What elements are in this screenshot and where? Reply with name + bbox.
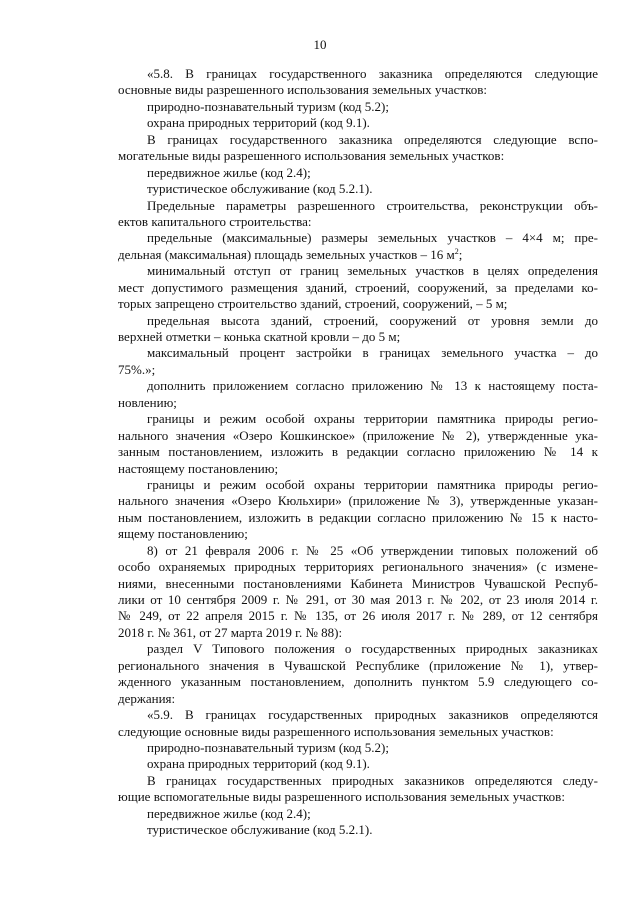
text-line-content: максимальный процент застройки в границах земельного участка – до bbox=[147, 345, 598, 361]
text-line bbox=[118, 756, 598, 772]
text-line-content: В границах государственных природных заказников определяются следу- bbox=[147, 772, 598, 788]
text-line-content: «5.8. В границах государственного заказника определяются следующие bbox=[147, 66, 598, 81]
text-line-content: основные виды разрешенного использования земельных участков: bbox=[118, 82, 488, 98]
text-line bbox=[118, 115, 598, 131]
text-line bbox=[118, 477, 598, 493]
text-line-content: Предельные параметры разрешенного строительства, реконструкции объ- bbox=[147, 197, 598, 213]
text-line-content: минимальный отступ от границ земельных участков в целях определения bbox=[147, 263, 598, 279]
text-line bbox=[118, 230, 598, 246]
text-line bbox=[118, 674, 598, 690]
text-line-content: жденного указанным постановлением, дополнить пунктом 5.9 следующего со- bbox=[118, 674, 598, 690]
text-line-content: занным постановлением, изложить в редакции согласно приложению № 14 к bbox=[118, 444, 598, 460]
text-line-content: В границах государственного заказника определяются следующие вспо- bbox=[147, 131, 598, 147]
text-line-content: природно-познавательный туризм (код 5.2); bbox=[147, 739, 389, 755]
text-line bbox=[118, 296, 598, 312]
document-body bbox=[118, 66, 598, 839]
text-line-content: предельные (максимальные) размеры земельных участков – 4×4 м; пре- bbox=[147, 230, 598, 246]
text-line bbox=[118, 329, 598, 345]
text-line-content: охрана природных территорий (код 9.1). bbox=[147, 756, 370, 772]
text-line bbox=[118, 214, 598, 230]
text-line-content: держания: bbox=[118, 690, 176, 706]
text-line-content: ным постановлением, изложить в редакции согласно приложению № 15 к насто- bbox=[118, 509, 598, 525]
text-line-content: лики от 10 сентября 2009 г. № 291, от 30 мая 2013 г. № 202, от 23 июля 2014 г. bbox=[118, 592, 598, 607]
text-line bbox=[118, 263, 598, 279]
text-line-content: границы и режим особой охраны территории памятника природы регио- bbox=[147, 476, 598, 492]
text-line bbox=[118, 198, 598, 214]
text-line bbox=[118, 822, 598, 838]
text-line bbox=[118, 576, 598, 592]
text-line-content: регионального значения в Чувашской Республике (приложение № 1), утвер- bbox=[118, 657, 598, 673]
text-line bbox=[118, 66, 598, 82]
text-line-content: могательные виды разрешенного использования земельных участков: bbox=[118, 148, 505, 164]
text-line-suffix: ; bbox=[458, 246, 463, 262]
text-line-content: передвижное жилье (код 2.4); bbox=[147, 164, 311, 180]
text-line-content: особо охраняемых природных территориях регионального значения» (с измене- bbox=[118, 559, 598, 575]
text-line bbox=[118, 806, 598, 822]
text-line bbox=[118, 165, 598, 181]
text-line-content: дельная (максимальная) площадь земельных участков – 16 м bbox=[118, 246, 455, 262]
text-line bbox=[118, 99, 598, 115]
text-line-content: раздел V Типового положения о государственных природных заказниках bbox=[147, 641, 598, 657]
text-line-content: «5.9. В границах государственных природных заказников определяются bbox=[147, 707, 598, 723]
text-line-content: ектов капитального строительства: bbox=[118, 213, 312, 229]
text-line bbox=[118, 608, 598, 624]
text-line bbox=[118, 789, 598, 805]
text-line bbox=[118, 691, 598, 707]
text-line bbox=[118, 362, 598, 378]
text-line-content: № 249, от 22 апреля 2015 г. № 135, от 26 июля 2017 г. № 289, от 12 сентября bbox=[118, 608, 598, 624]
superscript: 2 bbox=[454, 246, 459, 256]
text-line bbox=[118, 526, 598, 542]
text-line bbox=[118, 280, 598, 296]
text-line bbox=[118, 707, 598, 723]
text-line-content: границы и режим особой охраны территории памятника природы регио- bbox=[147, 411, 598, 427]
text-line bbox=[118, 313, 598, 329]
text-line-content: 2018 г. № 361, от 27 марта 2019 г. № 88): bbox=[118, 624, 343, 640]
text-line-content: природно-познавательный туризм (код 5.2); bbox=[147, 98, 389, 114]
text-line-content: следующие основные виды разрешенного использования земельных участков: bbox=[118, 723, 554, 739]
text-line-content: ящему постановлению; bbox=[118, 526, 248, 542]
text-line bbox=[118, 773, 598, 789]
text-line bbox=[118, 444, 598, 460]
text-line-content: дополнить приложением согласно приложению № 13 к настоящему поста- bbox=[147, 378, 598, 394]
text-line bbox=[118, 641, 598, 657]
text-line-content: настоящему постановлению; bbox=[118, 460, 279, 476]
text-line bbox=[118, 510, 598, 526]
text-line bbox=[118, 247, 598, 263]
text-line-content: ниями, внесенными постановлениями Кабинета Министров Чувашской Респуб- bbox=[118, 575, 598, 591]
text-line-content: верхней отметки – конька скатной кровли – до 5 м; bbox=[118, 329, 401, 344]
text-line bbox=[118, 378, 598, 394]
text-line-content: новлению; bbox=[118, 394, 177, 410]
text-line-content: 8) от 21 февраля 2006 г. № 25 «Об утверждении типовых положений об bbox=[147, 542, 598, 558]
text-line-content: торых запрещено строительство зданий, строений, сооружений, – 5 м; bbox=[118, 296, 508, 312]
text-line bbox=[118, 345, 598, 361]
text-line-content: предельная высота зданий, строений, сооружений от уровня земли до bbox=[147, 312, 598, 328]
page-number: 10 bbox=[313, 37, 327, 52]
text-line-content: мест допустимого размещения зданий, строений, сооружений, за пределами ко- bbox=[118, 279, 598, 295]
text-line bbox=[118, 395, 598, 411]
text-line-content: туристическое обслуживание (код 5.2.1). bbox=[147, 181, 373, 197]
text-line bbox=[118, 132, 598, 148]
text-line bbox=[118, 148, 598, 164]
text-line-content: нального значения «Озеро Кюльхири» (приложение № 3), утвержденные указан- bbox=[118, 493, 598, 509]
text-line-content: ющие вспомогательные виды разрешенного использования земельных участков: bbox=[118, 789, 565, 805]
text-line-content: передвижное жилье (код 2.4); bbox=[147, 805, 311, 821]
text-line-content: нального значения «Озеро Кошкинское» (приложение № 2), утвержденные ука- bbox=[118, 427, 598, 443]
text-line bbox=[118, 461, 598, 477]
text-line bbox=[118, 82, 598, 98]
text-line-content: охрана природных территорий (код 9.1). bbox=[147, 115, 370, 131]
text-line bbox=[118, 658, 598, 674]
text-line bbox=[118, 740, 598, 756]
text-line-content: 75%.»; bbox=[118, 361, 156, 377]
text-line bbox=[118, 181, 598, 197]
text-line bbox=[118, 592, 598, 608]
text-line bbox=[118, 543, 598, 559]
text-line bbox=[118, 411, 598, 427]
text-line bbox=[118, 625, 598, 641]
text-line bbox=[118, 559, 598, 575]
text-line-content: туристическое обслуживание (код 5.2.1). bbox=[147, 822, 373, 838]
text-line bbox=[118, 493, 598, 509]
text-line bbox=[118, 428, 598, 444]
text-line bbox=[118, 724, 598, 740]
